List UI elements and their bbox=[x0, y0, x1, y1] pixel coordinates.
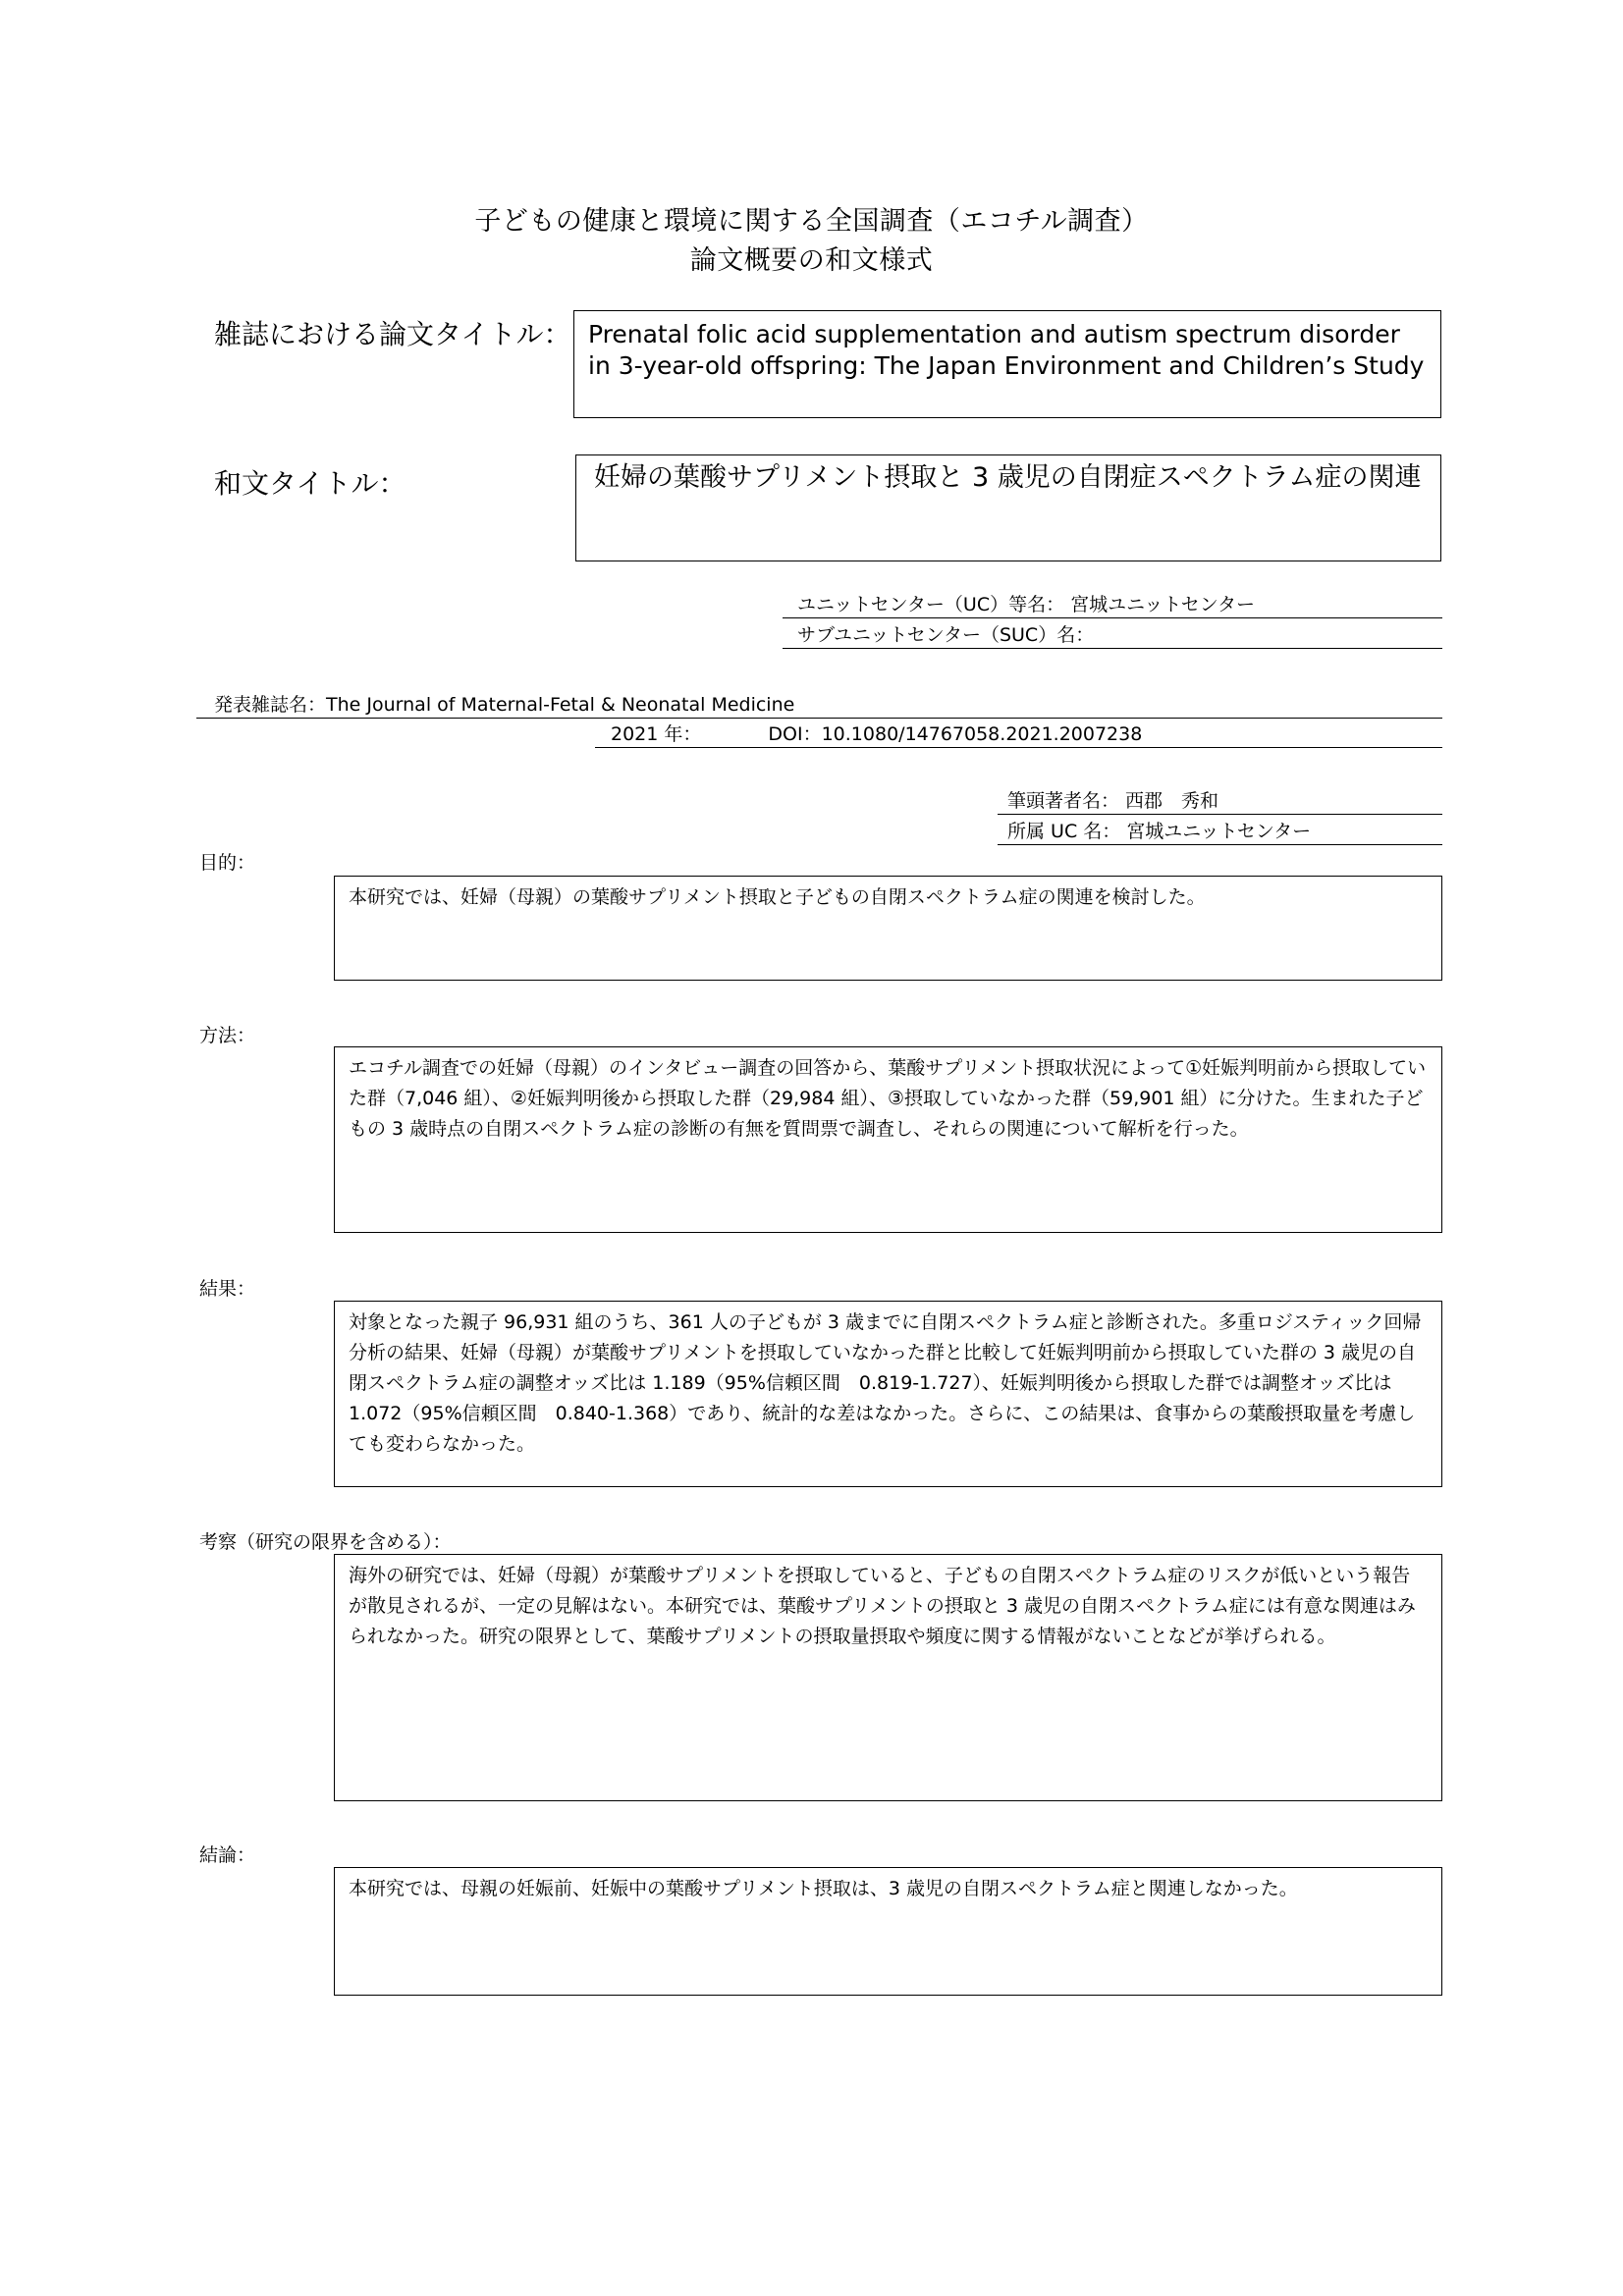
conclusion-label: 結論： bbox=[199, 1844, 256, 1866]
journal-name-row bbox=[196, 692, 1442, 719]
methods-label: 方法： bbox=[199, 1025, 256, 1046]
form-header-line1: 子どもの健康と環境に関する全国調査（エコチル調査） bbox=[474, 206, 1149, 237]
journal-name-label: 発表雑誌名： bbox=[214, 694, 327, 716]
journal-title-label: 雑誌における論文タイトル： bbox=[214, 318, 571, 350]
journal-name-value: The Journal of Maternal-Fetal & Neonatal Medicine bbox=[326, 694, 795, 716]
results-label: 結果： bbox=[199, 1278, 256, 1300]
jp-title-box bbox=[575, 454, 1441, 561]
purpose-box bbox=[334, 876, 1442, 981]
methods-text: エコチル調査での妊婦（母親）のインタビュー調査の回答から、葉酸サプリメント摂取状況によって①妊娠判明前から摂取していた群（7,046 組）、②妊娠判明後から摂取した群（29,984 組）、③摂取していなかった群（59,901 組）に分けた。生まれた子どもの 3 歳時点の自閉スペクトラム症の診断の有無を質問票で調査し、それらの関連について解析を行った。 bbox=[349, 1057, 1427, 1140]
journal-title-line1: Prenatal folic acid supplementation and autism spectrum disorder bbox=[588, 320, 1400, 348]
year-label: 2021 年： bbox=[611, 723, 702, 745]
affiliation-label: 所属 UC 名： bbox=[1007, 821, 1121, 842]
purpose-text: 本研究では、妊婦（母親）の葉酸サプリメント摂取と子どもの自閉スペクトラム症の関連を検討した。 bbox=[349, 886, 1206, 908]
conclusion-text: 本研究では、母親の妊娠前、妊娠中の葉酸サプリメント摂取は、3 歳児の自閉スペクトラム症と関連しなかった。 bbox=[349, 1878, 1298, 1899]
author-name-value: 西郡 秀和 bbox=[1125, 790, 1219, 812]
uc-label: ユニットセンター（UC）等名： bbox=[797, 594, 1065, 615]
affiliation-value: 宮城ユニットセンター bbox=[1126, 821, 1312, 842]
suc-label: サブユニットセンター（SUC）名： bbox=[797, 624, 1095, 646]
journal-title-line2: in 3-year-old offspring: The Japan Environment and Children’s Study bbox=[588, 351, 1425, 380]
discussion-text: 海外の研究では、妊婦（母親）が葉酸サプリメントを摂取していると、子どもの自閉スペクトラム症のリスクが低いという報告が散見されるが、一定の見解はない。本研究では、葉酸サプリメントの摂取と 3 歳児の自閉スペクトラム症には有意な関連はみられなかった。研究の限界として、葉酸サプリメントの摂取量摂取や頻度に関する情報がないことなどが挙げられる。 bbox=[349, 1565, 1416, 1647]
discussion-label: 考察（研究の限界を含める）： bbox=[199, 1531, 452, 1553]
affiliation-row bbox=[998, 819, 1442, 845]
conclusion-box bbox=[334, 1867, 1442, 1996]
author-row bbox=[998, 788, 1442, 815]
jp-title-label: 和文タイトル： bbox=[214, 467, 406, 500]
author-name-label: 筆頭著者名： bbox=[1007, 790, 1120, 812]
methods-box bbox=[334, 1046, 1442, 1233]
year-doi-row bbox=[595, 721, 1442, 748]
doi-value: DOI：10.1080/14767058.2021.2007238 bbox=[768, 723, 1143, 745]
suc-row bbox=[783, 622, 1442, 649]
uc-row bbox=[783, 592, 1442, 618]
jp-title-value: 妊婦の葉酸サプリメント摂取と 3 歳児の自閉症スペクトラム症の関連 bbox=[594, 462, 1422, 493]
purpose-label: 目的： bbox=[199, 852, 256, 874]
uc-value: 宮城ユニットセンター bbox=[1070, 594, 1256, 615]
form-header-line2: 論文概要の和文様式 bbox=[689, 245, 934, 276]
journal-title-box bbox=[573, 310, 1441, 418]
results-box bbox=[334, 1301, 1442, 1487]
results-text: 対象となった親子 96,931 組のうち、361 人の子どもが 3 歳までに自閉スペクトラム症と診断された。多重ロジスティック回帰分析の結果、妊婦（母親）が葉酸サプリメントを摂取していなかった群と比較して妊娠判明前から摂取していた群の 3 歳児の自閉スペクトラム症の調整オッズ比は 1.189（95%信頼区間 0.819-1.727）、妊娠判明後から摂取した群では調整オッズ比は 1.072（95%信頼区間 0.840-1.368）であり、統計的な差はなかった。さらに、この結果は、食事からの葉酸摂取量を考慮しても変わらなかった。 bbox=[349, 1311, 1422, 1455]
discussion-box bbox=[334, 1554, 1442, 1801]
